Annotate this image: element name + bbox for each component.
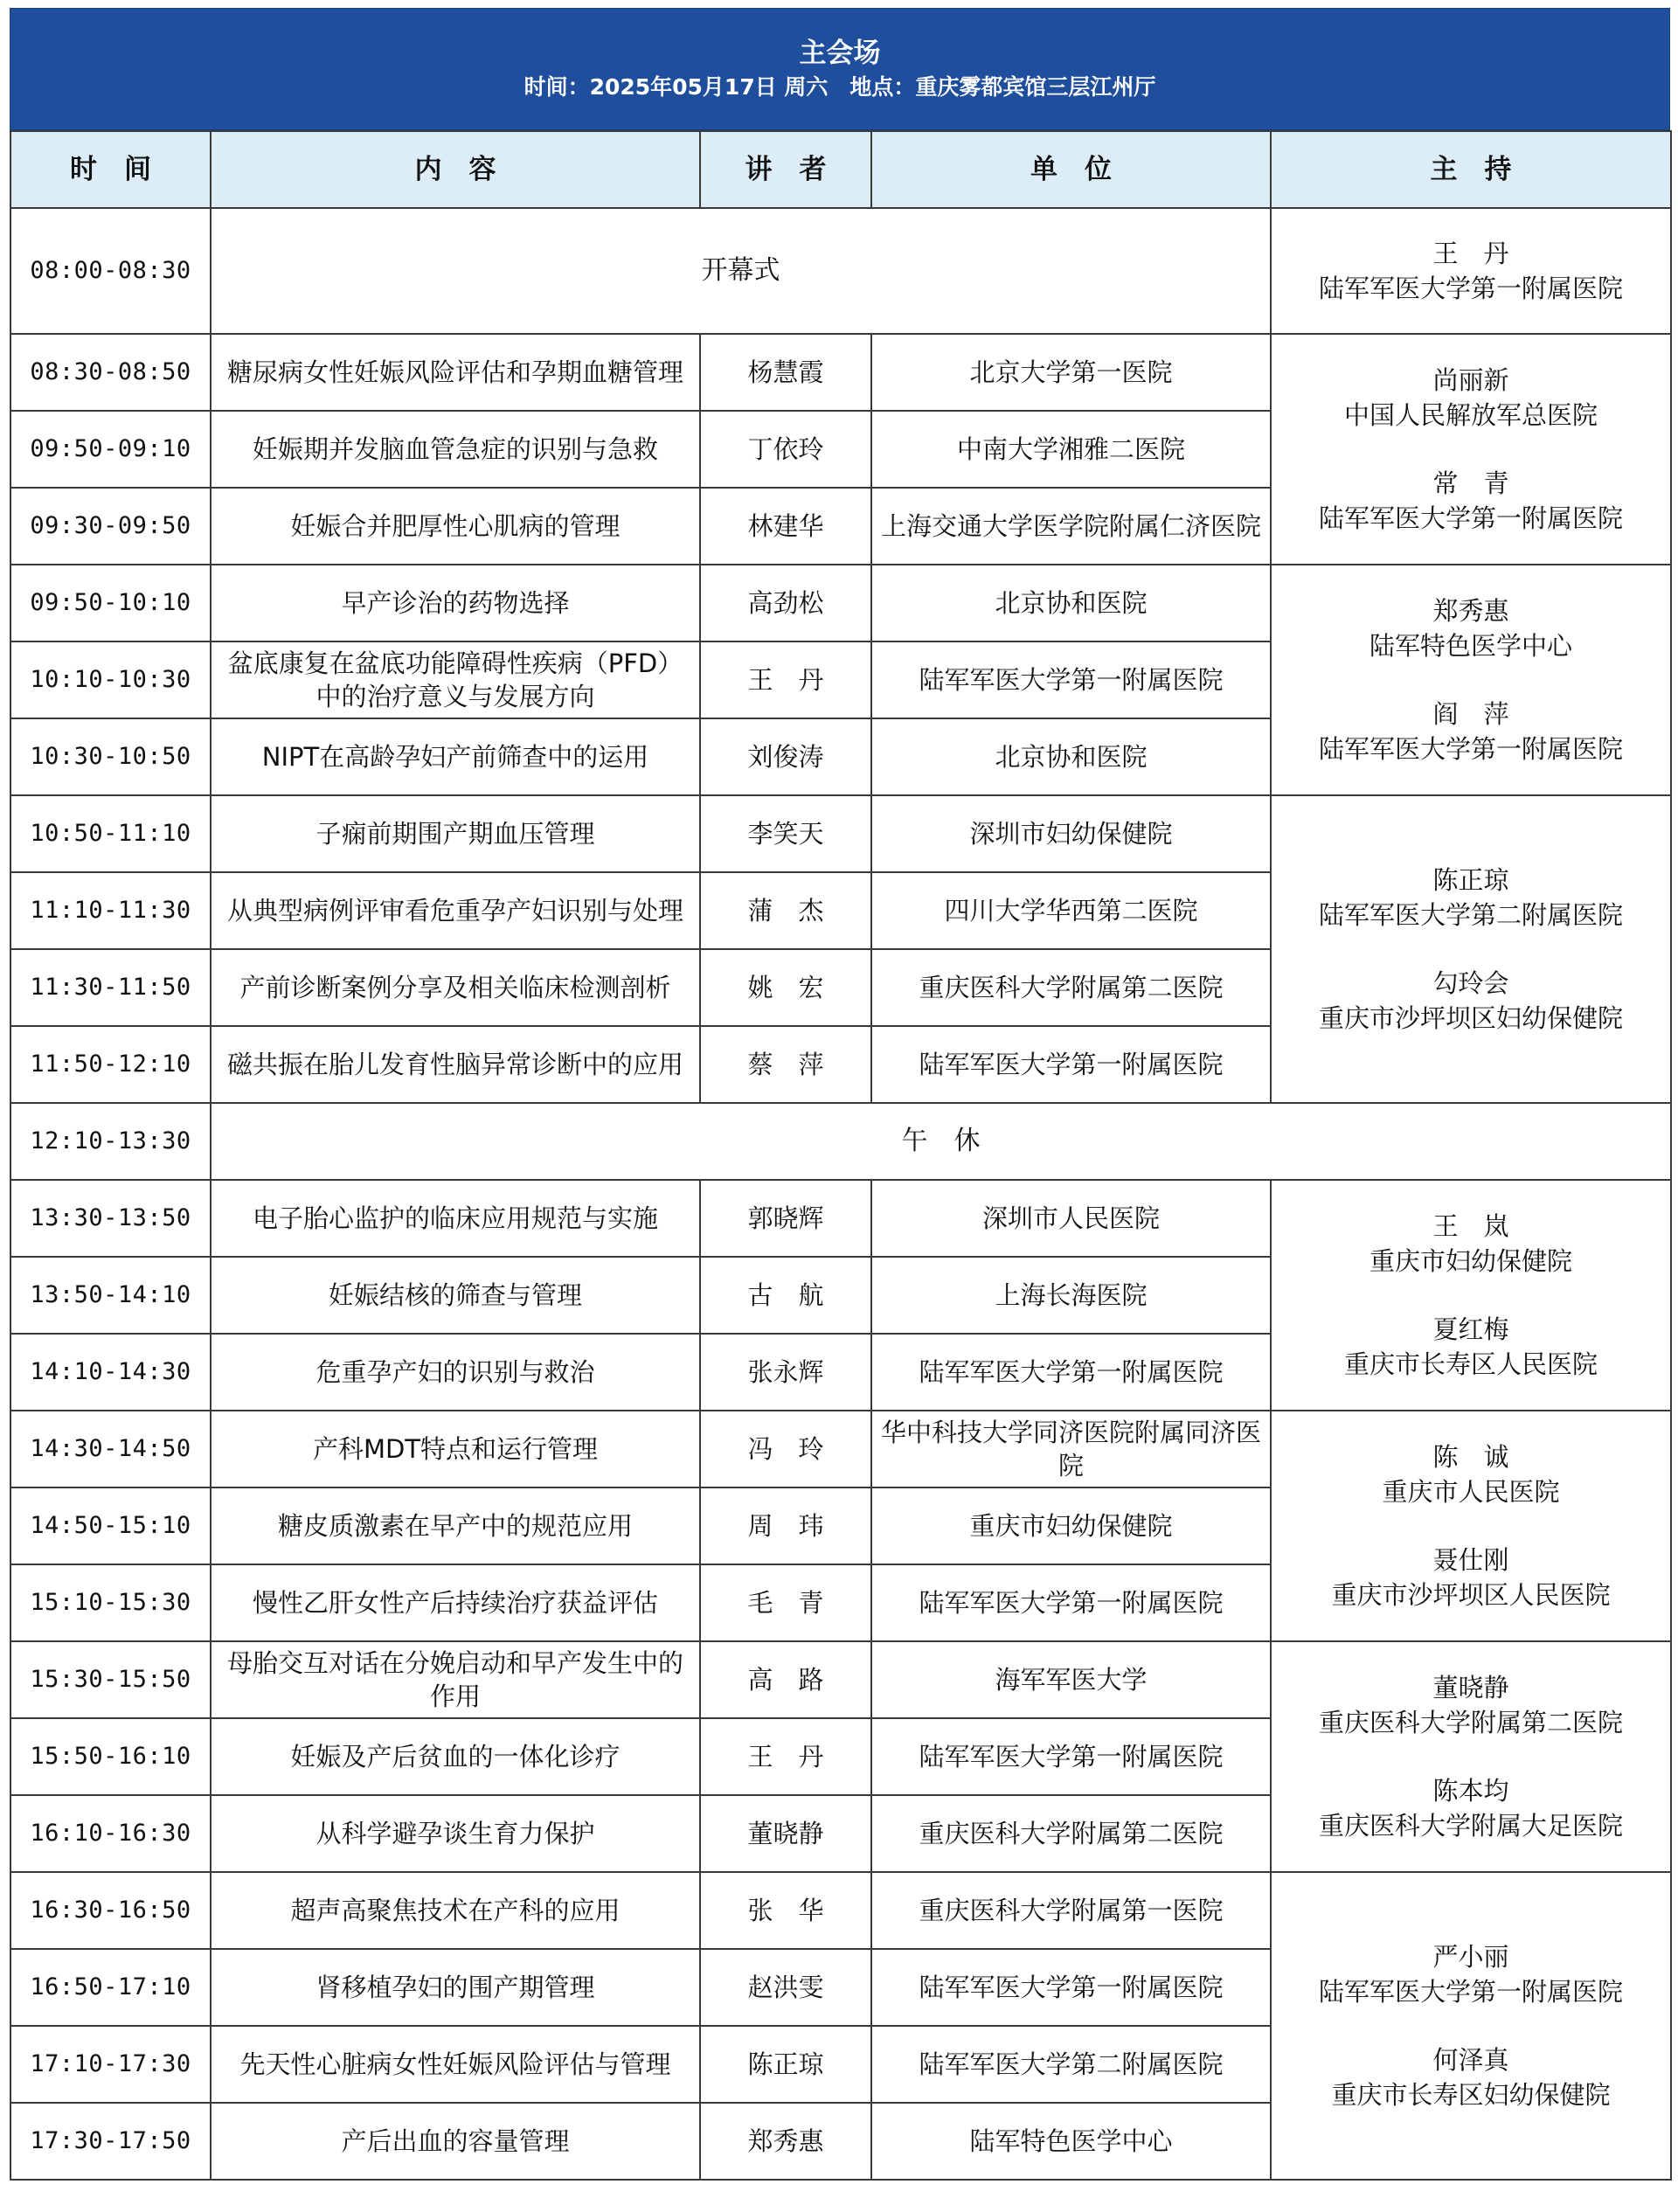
host-org: 重庆医科大学附属第二医院 xyxy=(1318,1708,1623,1737)
time-cell: 15:50-16:10 xyxy=(10,1718,211,1795)
time-cell: 14:30-14:50 xyxy=(10,1411,211,1487)
content-cell: 妊娠结核的筛查与管理 xyxy=(211,1257,700,1334)
time-cell: 17:30-17:50 xyxy=(10,2103,211,2180)
header-banner xyxy=(10,8,1670,130)
unit-cell: 上海长海医院 xyxy=(871,1257,1271,1334)
host-org: 重庆医科大学附属大足医院 xyxy=(1318,1811,1623,1841)
content-cell: 母胎交互对话在分娩启动和早产发生中的作用 xyxy=(211,1641,700,1718)
content-cell: 盆底康复在盆底功能障碍性疾病（PFD）中的治疗意义与发展方向 xyxy=(211,641,700,718)
schedule-document xyxy=(10,8,1670,2181)
time-cell: 15:30-15:50 xyxy=(10,1641,211,1718)
speaker-cell: 杨慧霞 xyxy=(700,334,871,411)
table-row xyxy=(10,1641,1671,1718)
time-cell: 08:30-08:50 xyxy=(10,334,211,411)
content-cell: 磁共振在胎儿发育性脑异常诊断中的应用 xyxy=(211,1026,700,1103)
unit-cell: 深圳市人民医院 xyxy=(871,1180,1271,1257)
time-cell: 16:10-16:30 xyxy=(10,1795,211,1872)
unit-cell: 重庆医科大学附属第二医院 xyxy=(871,1795,1271,1872)
lunch-content: 午 休 xyxy=(211,1103,1671,1180)
content-cell: 先天性心脏病女性妊娠风险评估与管理 xyxy=(211,2026,700,2103)
time-cell: 11:30-11:50 xyxy=(10,949,211,1026)
host-name: 聂仕刚 xyxy=(1432,1545,1509,1575)
content-cell: 妊娠合并肥厚性心肌病的管理 xyxy=(211,488,700,565)
speaker-cell: 陈正琼 xyxy=(700,2026,871,2103)
content-cell: 糖皮质激素在早产中的规范应用 xyxy=(211,1487,700,1564)
speaker-cell: 古 航 xyxy=(700,1257,871,1334)
speaker-cell: 王 丹 xyxy=(700,1718,871,1795)
speaker-cell: 董晓静 xyxy=(700,1795,871,1872)
host-org: 陆军军医大学第一附属医院 xyxy=(1318,274,1623,303)
host-name: 常 青 xyxy=(1432,468,1509,498)
speaker-cell: 高劲松 xyxy=(700,565,871,641)
time-cell: 17:10-17:30 xyxy=(10,2026,211,2103)
host-cell xyxy=(1271,334,1671,565)
speaker-cell: 冯 玲 xyxy=(700,1411,871,1487)
table-body xyxy=(10,208,1671,2180)
time-cell: 11:50-12:10 xyxy=(10,1026,211,1103)
time-cell: 09:30-09:50 xyxy=(10,488,211,565)
speaker-cell: 丁依玲 xyxy=(700,411,871,488)
speaker-cell: 林建华 xyxy=(700,488,871,565)
host-gap xyxy=(1280,433,1661,466)
host-name: 勾玲会 xyxy=(1432,968,1509,998)
content-cell: 妊娠及产后贫血的一体化诊疗 xyxy=(211,1718,700,1795)
unit-cell: 陆军特色医学中心 xyxy=(871,2103,1271,2180)
content-cell: 产后出血的容量管理 xyxy=(211,2103,700,2180)
speaker-cell: 李笑天 xyxy=(700,795,871,872)
speaker-cell: 蒲 杰 xyxy=(700,872,871,949)
time-cell: 14:50-15:10 xyxy=(10,1487,211,1564)
host-org: 陆军特色医学中心 xyxy=(1369,631,1572,661)
time-cell: 08:00-08:30 xyxy=(10,208,211,334)
time-cell: 10:10-10:30 xyxy=(10,641,211,718)
unit-cell: 陆军军医大学第二附属医院 xyxy=(871,2026,1271,2103)
column-header-host: 主 持 xyxy=(1271,131,1671,208)
table-row xyxy=(10,1872,1671,1949)
time-cell: 13:50-14:10 xyxy=(10,1257,211,1334)
time-cell: 09:50-09:10 xyxy=(10,411,211,488)
host-cell xyxy=(1271,795,1671,1103)
schedule-table xyxy=(10,130,1672,2181)
speaker-cell: 张 华 xyxy=(700,1872,871,1949)
time-cell: 11:10-11:30 xyxy=(10,872,211,949)
content-cell: NIPT在高龄孕妇产前筛查中的运用 xyxy=(211,718,700,795)
unit-cell: 陆军军医大学第一附属医院 xyxy=(871,1949,1271,2026)
column-header-speaker: 讲 者 xyxy=(700,131,871,208)
host-gap xyxy=(1280,1279,1661,1312)
host-cell xyxy=(1271,1180,1671,1411)
host-name: 严小丽 xyxy=(1432,1942,1509,1972)
content-cell: 从典型病例评审看危重孕产妇识别与处理 xyxy=(211,872,700,949)
host-gap xyxy=(1280,663,1661,697)
speaker-cell: 蔡 萍 xyxy=(700,1026,871,1103)
content-cell: 糖尿病女性妊娠风险评估和孕期血糖管理 xyxy=(211,334,700,411)
host-name: 董晓静 xyxy=(1432,1673,1509,1702)
host-cell xyxy=(1271,1641,1671,1872)
time-cell: 16:50-17:10 xyxy=(10,1949,211,2026)
host-cell xyxy=(1271,208,1671,334)
content-cell: 妊娠期并发脑血管急症的识别与急救 xyxy=(211,411,700,488)
content-cell: 早产诊治的药物选择 xyxy=(211,565,700,641)
host-gap xyxy=(1280,933,1661,966)
host-name: 尚丽新 xyxy=(1432,365,1509,395)
host-org: 重庆市沙坪坝区人民医院 xyxy=(1331,1580,1611,1610)
host-org: 重庆市妇幼保健院 xyxy=(1369,1246,1572,1276)
unit-cell: 中南大学湘雅二医院 xyxy=(871,411,1271,488)
host-cell xyxy=(1271,565,1671,795)
host-org: 中国人民解放军总医院 xyxy=(1343,400,1598,430)
unit-cell: 深圳市妇幼保健院 xyxy=(871,795,1271,872)
unit-cell: 北京大学第一医院 xyxy=(871,334,1271,411)
speaker-cell: 郭晓辉 xyxy=(700,1180,871,1257)
host-cell xyxy=(1271,1411,1671,1641)
unit-cell: 陆军军医大学第一附属医院 xyxy=(871,1026,1271,1103)
content-cell: 从科学避孕谈生育力保护 xyxy=(211,1795,700,1872)
host-org: 陆军军医大学第二附属医院 xyxy=(1318,900,1623,930)
host-org: 陆军军医大学第一附属医院 xyxy=(1318,503,1623,533)
unit-cell: 陆军军医大学第一附属医院 xyxy=(871,1334,1271,1411)
opening-row xyxy=(10,208,1671,334)
host-name: 陈正琼 xyxy=(1432,865,1509,895)
host-name: 王 丹 xyxy=(1432,239,1509,268)
speaker-cell: 郑秀惠 xyxy=(700,2103,871,2180)
host-gap xyxy=(1280,1740,1661,1773)
unit-cell: 四川大学华西第二医院 xyxy=(871,872,1271,949)
host-name: 陈本均 xyxy=(1432,1776,1509,1806)
host-org: 陆军军医大学第一附属医院 xyxy=(1318,734,1623,764)
unit-cell: 重庆医科大学附属第二医院 xyxy=(871,949,1271,1026)
speaker-cell: 赵洪雯 xyxy=(700,1949,871,2026)
host-org: 重庆市沙坪坝区妇幼保健院 xyxy=(1318,1003,1623,1033)
unit-cell: 重庆医科大学附属第一医院 xyxy=(871,1872,1271,1949)
column-header-content: 内 容 xyxy=(211,131,700,208)
table-row xyxy=(10,565,1671,641)
unit-cell: 华中科技大学同济医院附属同济医院 xyxy=(871,1411,1271,1487)
speaker-cell: 毛 青 xyxy=(700,1564,871,1641)
unit-cell: 北京协和医院 xyxy=(871,565,1271,641)
content-cell: 超声高聚焦技术在产科的应用 xyxy=(211,1872,700,1949)
time-cell: 09:50-10:10 xyxy=(10,565,211,641)
table-row xyxy=(10,1411,1671,1487)
speaker-cell: 王 丹 xyxy=(700,641,871,718)
host-name: 王 岚 xyxy=(1432,1211,1509,1241)
table-row xyxy=(10,334,1671,411)
opening-content: 开幕式 xyxy=(211,208,1271,334)
content-cell: 产前诊断案例分享及相关临床检测剖析 xyxy=(211,949,700,1026)
column-header-time: 时 间 xyxy=(10,131,211,208)
unit-cell: 上海交通大学医学院附属仁济医院 xyxy=(871,488,1271,565)
lunch-row xyxy=(10,1103,1671,1180)
host-org: 重庆市长寿区妇幼保健院 xyxy=(1331,2080,1611,2110)
time-cell: 14:10-14:30 xyxy=(10,1334,211,1411)
unit-cell: 陆军军医大学第一附属医院 xyxy=(871,1564,1271,1641)
host-org: 重庆市长寿区人民医院 xyxy=(1343,1349,1598,1379)
content-cell: 电子胎心监护的临床应用规范与实施 xyxy=(211,1180,700,1257)
host-cell xyxy=(1271,1872,1671,2180)
host-name: 陈 诚 xyxy=(1432,1442,1509,1472)
unit-cell: 陆军军医大学第一附属医院 xyxy=(871,641,1271,718)
page-subtitle: 时间：2025年05月17日 周六 地点：重庆雾都宾馆三层江州厅 xyxy=(524,74,1156,100)
content-cell: 危重孕产妇的识别与救治 xyxy=(211,1334,700,1411)
time-cell: 12:10-13:30 xyxy=(10,1103,211,1180)
content-cell: 慢性乙肝女性产后持续治疗获益评估 xyxy=(211,1564,700,1641)
content-cell: 肾移植孕妇的围产期管理 xyxy=(211,1949,700,2026)
speaker-cell: 姚 宏 xyxy=(700,949,871,1026)
host-name: 夏红梅 xyxy=(1432,1314,1509,1344)
table-row xyxy=(10,1180,1671,1257)
column-header-unit: 单 位 xyxy=(871,131,1271,208)
unit-cell: 重庆市妇幼保健院 xyxy=(871,1487,1271,1564)
unit-cell: 陆军军医大学第一附属医院 xyxy=(871,1718,1271,1795)
host-name: 郑秀惠 xyxy=(1432,596,1509,626)
speaker-cell: 张永辉 xyxy=(700,1334,871,1411)
speaker-cell: 刘俊涛 xyxy=(700,718,871,795)
host-name: 阎 萍 xyxy=(1432,699,1509,729)
time-cell: 10:50-11:10 xyxy=(10,795,211,872)
speaker-cell: 周 玮 xyxy=(700,1487,871,1564)
speaker-cell: 高 路 xyxy=(700,1641,871,1718)
content-cell: 产科MDT特点和运行管理 xyxy=(211,1411,700,1487)
content-cell: 子痫前期围产期血压管理 xyxy=(211,795,700,872)
host-org: 陆军军医大学第一附属医院 xyxy=(1318,1977,1623,2007)
page-title: 主会场 xyxy=(799,38,881,69)
host-gap xyxy=(1280,1509,1661,1543)
time-cell: 10:30-10:50 xyxy=(10,718,211,795)
host-gap xyxy=(1280,2009,1661,2042)
host-org: 重庆市人民医院 xyxy=(1382,1477,1560,1507)
table-row xyxy=(10,795,1671,872)
time-cell: 13:30-13:50 xyxy=(10,1180,211,1257)
unit-cell: 北京协和医院 xyxy=(871,718,1271,795)
time-cell: 15:10-15:30 xyxy=(10,1564,211,1641)
time-cell: 16:30-16:50 xyxy=(10,1872,211,1949)
table-header-row xyxy=(10,131,1671,208)
host-name: 何泽真 xyxy=(1432,2045,1509,2075)
unit-cell: 海军军医大学 xyxy=(871,1641,1271,1718)
